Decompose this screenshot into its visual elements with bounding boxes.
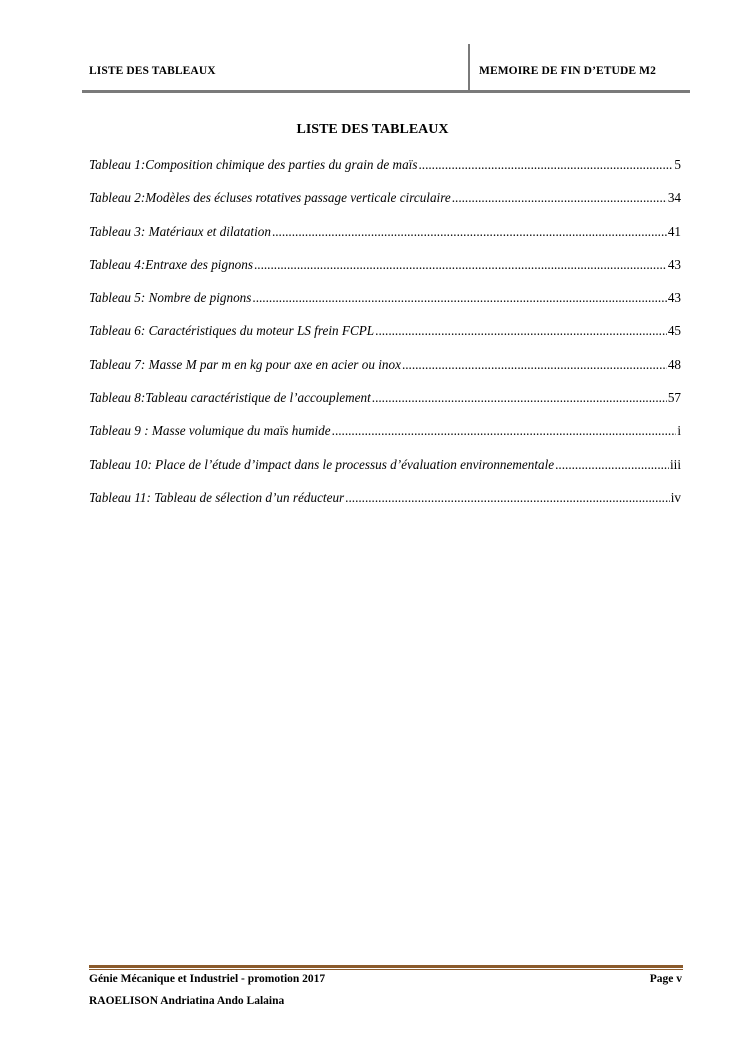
toc-entry[interactable] bbox=[89, 421, 681, 454]
footer-rule-thick bbox=[89, 965, 683, 968]
toc-dot-leader bbox=[345, 488, 670, 508]
toc-entry-text: Tableau 3: Matériaux et dilatation bbox=[89, 223, 271, 239]
header-left-title: LISTE DES TABLEAUX bbox=[89, 65, 216, 77]
toc-entry-page: iii bbox=[670, 456, 681, 472]
toc-entry[interactable] bbox=[89, 288, 681, 321]
toc-entry-page: 48 bbox=[667, 356, 681, 372]
toc-entry[interactable] bbox=[89, 388, 681, 421]
toc-entry-text: Tableau 6: Caractéristiques du moteur LS frein FCPL bbox=[89, 323, 375, 339]
header-right-title: MEMOIRE DE FIN D’ETUDE M2 bbox=[479, 65, 656, 77]
footer-school: Génie Mécanique et Industriel - promotion 2017 bbox=[89, 973, 326, 985]
toc-entry[interactable] bbox=[89, 188, 681, 221]
toc-entry-text: Tableau 4:Entraxe des pignons bbox=[89, 256, 253, 272]
toc-entry-text: Tableau 2:Modèles des écluses rotatives passage verticale circulaire bbox=[89, 190, 451, 206]
footer-page-number: Page v bbox=[649, 973, 682, 985]
footer-rule-thin bbox=[89, 969, 683, 970]
toc-entry[interactable] bbox=[89, 355, 681, 388]
toc-dot-leader bbox=[418, 155, 673, 175]
toc-entry-page: 43 bbox=[667, 290, 681, 306]
toc-dot-leader bbox=[272, 222, 667, 242]
toc-entry-text: Tableau 11: Tableau de sélection d’un réducteur bbox=[89, 489, 345, 505]
toc-entry[interactable] bbox=[89, 455, 681, 488]
toc-entry-text: Tableau 5: Nombre de pignons bbox=[89, 290, 252, 306]
footer-author: RAOELISON Andriatina Ando Lalaina bbox=[89, 995, 285, 1007]
toc-entry-page: 45 bbox=[667, 323, 681, 339]
toc-entry-text: Tableau 10: Place de l’étude d’impact dans le processus d’évaluation environnementale bbox=[89, 456, 555, 472]
toc-entry-text: Tableau 1:Composition chimique des parties du grain de maïs bbox=[89, 157, 418, 172]
header-divider-vertical bbox=[468, 44, 470, 91]
toc-dot-leader bbox=[375, 321, 667, 341]
page-title: LISTE DES TABLEAUX bbox=[296, 122, 449, 137]
toc-entry-page: iv bbox=[670, 489, 681, 505]
toc-dot-leader bbox=[452, 188, 667, 208]
header-divider-horizontal bbox=[82, 90, 690, 93]
toc-entry-page: i bbox=[677, 423, 681, 439]
toc-entry-page: 41 bbox=[667, 223, 681, 239]
toc-entry-page: 43 bbox=[667, 256, 681, 272]
toc-entry-text: Tableau 8:Tableau caractéristique de l’accouplement bbox=[89, 390, 371, 406]
toc-dot-leader bbox=[252, 288, 666, 308]
toc-dot-leader bbox=[332, 421, 677, 441]
toc-list bbox=[89, 155, 681, 521]
toc-entry-text: Tableau 7: Masse M par m en kg pour axe en acier ou inox bbox=[89, 356, 401, 372]
toc-entry[interactable] bbox=[89, 222, 681, 255]
toc-entry-page: 34 bbox=[667, 190, 681, 206]
toc-entry-page: 5 bbox=[674, 157, 681, 172]
toc-entry[interactable] bbox=[89, 488, 681, 521]
toc-entry-page: 57 bbox=[667, 390, 681, 406]
toc-entry[interactable] bbox=[89, 155, 681, 188]
toc-dot-leader bbox=[555, 455, 669, 475]
toc-entry[interactable] bbox=[89, 255, 681, 288]
toc-dot-leader bbox=[254, 255, 667, 275]
toc-dot-leader bbox=[372, 388, 667, 408]
toc-entry[interactable] bbox=[89, 321, 681, 354]
toc-entry-text: Tableau 9 : Masse volumique du maïs humide bbox=[89, 423, 331, 439]
toc-dot-leader bbox=[402, 355, 667, 375]
